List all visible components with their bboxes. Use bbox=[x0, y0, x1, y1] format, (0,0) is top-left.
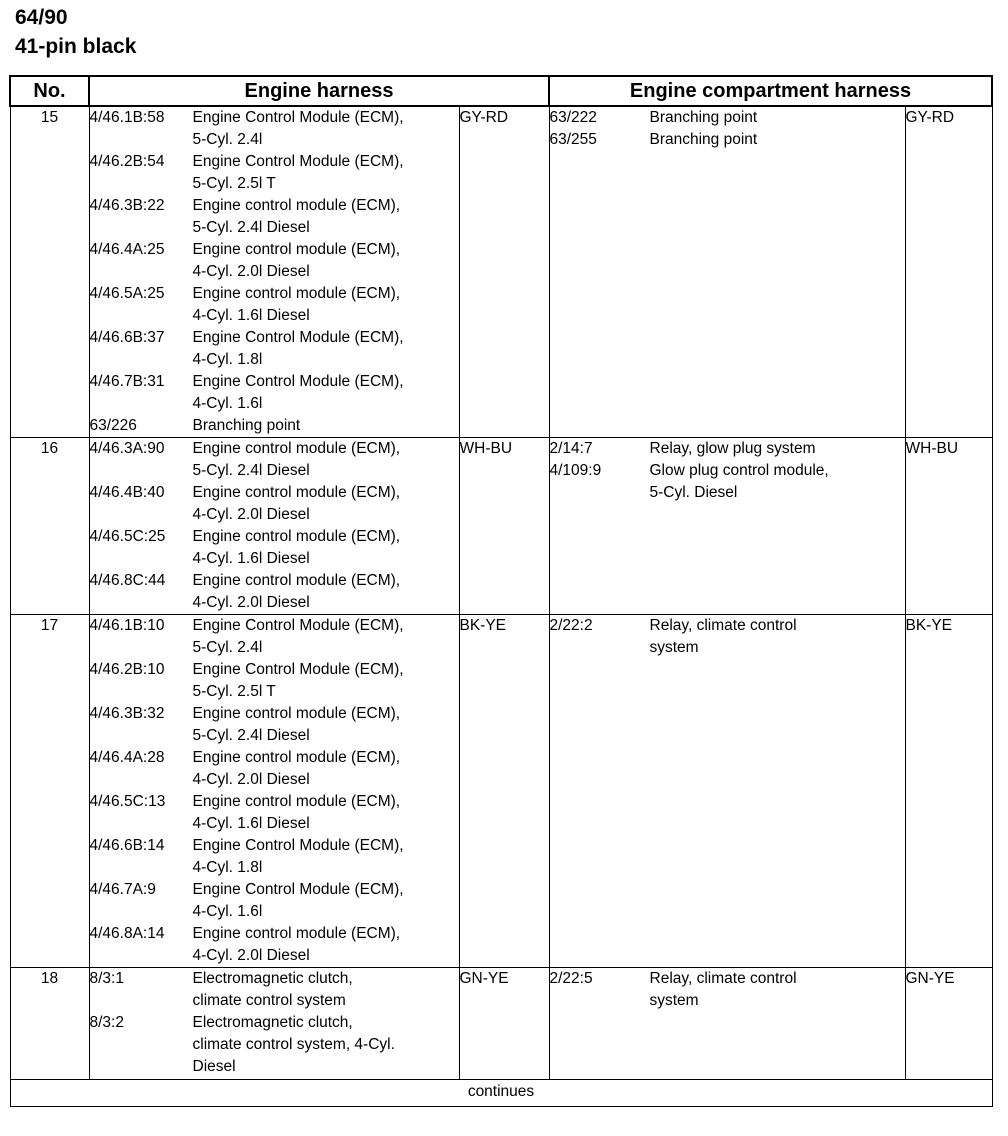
connector-pin-code: 4/46.1B:10 bbox=[89, 617, 165, 634]
component-description bbox=[193, 151, 459, 195]
connection-entry bbox=[90, 482, 459, 526]
component-description bbox=[193, 570, 459, 614]
connection-entry bbox=[550, 460, 905, 504]
description-line: Engine Control Module (ECM), bbox=[192, 109, 404, 126]
description-line: Engine control module (ECM), bbox=[192, 528, 401, 545]
description-line: 4-Cyl. 2.0l Diesel bbox=[192, 771, 310, 788]
connector-pin-code: 63/222 bbox=[549, 109, 597, 126]
connection-entry bbox=[90, 879, 459, 923]
connector-pin-code: 63/226 bbox=[89, 417, 137, 434]
connection-entry bbox=[90, 239, 459, 283]
connector-pin-code: 8/3:1 bbox=[89, 970, 124, 987]
wire-color-compartment: GY-RD bbox=[905, 106, 992, 438]
component-description bbox=[193, 835, 459, 879]
component-description bbox=[193, 703, 459, 747]
table-row bbox=[10, 615, 992, 968]
description-line: 4-Cyl. 2.0l Diesel bbox=[192, 594, 310, 611]
description-line: Engine Control Module (ECM), bbox=[192, 661, 404, 678]
connection-entry bbox=[90, 835, 459, 879]
page-number: 64/90 bbox=[15, 6, 68, 29]
pin-number: 15 bbox=[10, 106, 89, 438]
connection-entry bbox=[90, 923, 459, 967]
connection-entry bbox=[90, 791, 459, 835]
description-line: system bbox=[649, 992, 699, 1009]
description-line: 4-Cyl. 1.6l Diesel bbox=[192, 307, 310, 324]
connector-pin-code: 4/46.4A:25 bbox=[89, 241, 165, 258]
connection-entry bbox=[90, 570, 459, 614]
connector-pin-code: 2/14:7 bbox=[549, 440, 593, 457]
pin-number: 18 bbox=[10, 968, 89, 1080]
compartment-harness-cell bbox=[549, 106, 905, 438]
connector-pin-code: 4/46.3B:22 bbox=[89, 197, 165, 214]
connector-pin-code: 4/46.4A:28 bbox=[89, 749, 165, 766]
description-line: 4-Cyl. 1.6l Diesel bbox=[192, 550, 310, 567]
description-line: Electromagnetic clutch, bbox=[192, 1014, 353, 1031]
connector-pin-code: 2/22:2 bbox=[549, 617, 593, 634]
description-line: 4-Cyl. 1.8l bbox=[192, 351, 263, 368]
description-line: Relay, climate control bbox=[649, 970, 797, 987]
description-line: Branching point bbox=[649, 109, 758, 126]
engine-harness-cell bbox=[89, 438, 459, 615]
description-line: Engine control module (ECM), bbox=[192, 705, 401, 722]
description-line: 4-Cyl. 1.6l bbox=[192, 395, 263, 412]
description-line: Engine control module (ECM), bbox=[192, 241, 401, 258]
table-body bbox=[10, 106, 992, 1080]
component-description bbox=[650, 968, 905, 1012]
component-description bbox=[193, 283, 459, 327]
description-line: 4-Cyl. 1.6l bbox=[192, 903, 263, 920]
connection-entry bbox=[90, 1012, 459, 1078]
connector-pin-code: 4/46.5C:25 bbox=[89, 528, 166, 545]
description-line: 5-Cyl. 2.5l T bbox=[192, 683, 276, 700]
connector-pin-code: 4/46.8A:14 bbox=[89, 925, 165, 942]
description-line: Electromagnetic clutch, bbox=[192, 970, 353, 987]
connection-entry bbox=[90, 659, 459, 703]
component-description bbox=[193, 526, 459, 570]
connector-pin-code: 4/46.1B:58 bbox=[89, 109, 165, 126]
wire-color-compartment: BK-YE bbox=[905, 615, 992, 968]
wire-color: BK-YE bbox=[459, 615, 549, 968]
connector-pin-code: 2/22:5 bbox=[549, 970, 593, 987]
component-description bbox=[193, 482, 459, 526]
description-line: Diesel bbox=[192, 1058, 236, 1075]
component-description bbox=[193, 615, 459, 659]
component-description bbox=[193, 923, 459, 967]
component-description bbox=[193, 659, 459, 703]
description-line: 5-Cyl. 2.4l bbox=[192, 131, 263, 148]
description-line: 4-Cyl. 1.6l Diesel bbox=[192, 815, 310, 832]
description-line: Engine control module (ECM), bbox=[192, 925, 401, 942]
description-line: 4-Cyl. 2.0l Diesel bbox=[192, 263, 310, 280]
connector-title: 41-pin black bbox=[15, 35, 137, 58]
connector-pin-code: 63/255 bbox=[549, 131, 597, 148]
pin-number: 17 bbox=[10, 615, 89, 968]
connector-pin-code: 4/46.2B:10 bbox=[89, 661, 165, 678]
connection-entry bbox=[90, 371, 459, 415]
description-line: Glow plug control module, bbox=[649, 462, 829, 479]
table-row bbox=[10, 438, 992, 615]
description-line: Engine control module (ECM), bbox=[192, 285, 401, 302]
connection-entry bbox=[90, 415, 459, 437]
description-line: 5-Cyl. 2.4l Diesel bbox=[192, 219, 310, 236]
description-line: Branching point bbox=[192, 417, 301, 434]
component-description bbox=[193, 415, 459, 437]
connector-pin-code: 4/46.6B:37 bbox=[89, 329, 165, 346]
compartment-harness-cell bbox=[549, 968, 905, 1080]
wire-color-compartment: GN-YE bbox=[905, 968, 992, 1080]
description-line: Branching point bbox=[649, 131, 758, 148]
connection-entry bbox=[550, 107, 905, 129]
description-line: 5-Cyl. 2.4l Diesel bbox=[192, 462, 310, 479]
connection-entry bbox=[90, 151, 459, 195]
engine-harness-cell bbox=[89, 106, 459, 438]
connector-pin-code: 4/46.2B:54 bbox=[89, 153, 165, 170]
wire-color-compartment: WH-BU bbox=[905, 438, 992, 615]
description-line: Engine control module (ECM), bbox=[192, 793, 401, 810]
component-description bbox=[193, 107, 459, 151]
col-header-compartment-harness: Engine compartment harness bbox=[549, 76, 992, 106]
table-row bbox=[10, 106, 992, 438]
compartment-harness-cell bbox=[549, 438, 905, 615]
wire-color: GY-RD bbox=[459, 106, 549, 438]
description-line: Engine Control Module (ECM), bbox=[192, 329, 404, 346]
description-line: 4-Cyl. 2.0l Diesel bbox=[192, 947, 310, 964]
description-line: Engine control module (ECM), bbox=[192, 572, 401, 589]
connection-entry bbox=[90, 526, 459, 570]
connector-pin-code: 4/46.3B:32 bbox=[89, 705, 165, 722]
description-line: system bbox=[649, 639, 699, 656]
description-line: Relay, climate control bbox=[649, 617, 797, 634]
component-description bbox=[193, 879, 459, 923]
description-line: Engine control module (ECM), bbox=[192, 197, 401, 214]
component-description bbox=[650, 615, 905, 659]
description-line: Relay, glow plug system bbox=[649, 440, 816, 457]
component-description bbox=[193, 747, 459, 791]
connection-entry bbox=[90, 283, 459, 327]
description-line: Engine Control Module (ECM), bbox=[192, 617, 404, 634]
description-line: Engine Control Module (ECM), bbox=[192, 881, 404, 898]
connection-entry bbox=[90, 747, 459, 791]
continues-note: continues bbox=[10, 1080, 992, 1107]
description-line: climate control system, 4-Cyl. bbox=[192, 1036, 395, 1053]
connection-entry bbox=[90, 195, 459, 239]
component-description bbox=[650, 129, 905, 151]
connector-pin-code: 4/46.7A:9 bbox=[89, 881, 156, 898]
description-line: Engine control module (ECM), bbox=[192, 484, 401, 501]
description-line: Engine Control Module (ECM), bbox=[192, 373, 404, 390]
component-description bbox=[193, 1012, 459, 1078]
description-line: Engine Control Module (ECM), bbox=[192, 837, 404, 854]
footer-row bbox=[10, 1080, 992, 1107]
connection-entry bbox=[550, 968, 905, 1012]
connection-entry bbox=[90, 703, 459, 747]
connector-pin-code: 4/46.5C:13 bbox=[89, 793, 166, 810]
connector-pin-code: 8/3:2 bbox=[89, 1014, 124, 1031]
connection-entry bbox=[90, 327, 459, 371]
col-header-engine-harness: Engine harness bbox=[89, 76, 549, 106]
description-line: Engine control module (ECM), bbox=[192, 749, 401, 766]
component-description bbox=[193, 438, 459, 482]
component-description bbox=[650, 460, 905, 504]
connector-pin-code: 4/46.3A:90 bbox=[89, 440, 165, 457]
connector-pin-code: 4/46.5A:25 bbox=[89, 285, 165, 302]
description-line: climate control system bbox=[192, 992, 346, 1009]
connector-pin-code: 4/109:9 bbox=[549, 462, 602, 479]
connection-entry bbox=[550, 615, 905, 659]
component-description bbox=[193, 195, 459, 239]
wire-color: WH-BU bbox=[459, 438, 549, 615]
compartment-harness-cell bbox=[549, 615, 905, 968]
connection-entry bbox=[90, 615, 459, 659]
description-line: 5-Cyl. Diesel bbox=[649, 484, 738, 501]
component-description bbox=[193, 791, 459, 835]
component-description bbox=[193, 968, 459, 1012]
description-line: 5-Cyl. 2.4l Diesel bbox=[192, 727, 310, 744]
description-line: Engine control module (ECM), bbox=[192, 440, 401, 457]
description-line: 4-Cyl. 1.8l bbox=[192, 859, 263, 876]
description-line: Engine Control Module (ECM), bbox=[192, 153, 404, 170]
component-description bbox=[650, 107, 905, 129]
connection-entry bbox=[90, 438, 459, 482]
component-description bbox=[193, 371, 459, 415]
wiring-table bbox=[9, 75, 993, 1107]
component-description bbox=[650, 438, 905, 460]
component-description bbox=[193, 239, 459, 283]
component-description bbox=[193, 327, 459, 371]
connector-pin-code: 4/46.4B:40 bbox=[89, 484, 165, 501]
table-row bbox=[10, 968, 992, 1080]
connection-entry bbox=[550, 438, 905, 460]
pin-number: 16 bbox=[10, 438, 89, 615]
col-header-no: No. bbox=[10, 76, 89, 106]
connector-pin-code: 4/46.6B:14 bbox=[89, 837, 165, 854]
connection-entry bbox=[90, 107, 459, 151]
table-header-row bbox=[10, 76, 992, 106]
description-line: 5-Cyl. 2.5l T bbox=[192, 175, 276, 192]
connection-entry bbox=[90, 968, 459, 1012]
connection-entry bbox=[550, 129, 905, 151]
description-line: 4-Cyl. 2.0l Diesel bbox=[192, 506, 310, 523]
engine-harness-cell bbox=[89, 615, 459, 968]
wire-color: GN-YE bbox=[459, 968, 549, 1080]
connector-pin-code: 4/46.8C:44 bbox=[89, 572, 166, 589]
engine-harness-cell bbox=[89, 968, 459, 1080]
description-line: 5-Cyl. 2.4l bbox=[192, 639, 263, 656]
connector-pin-code: 4/46.7B:31 bbox=[89, 373, 165, 390]
